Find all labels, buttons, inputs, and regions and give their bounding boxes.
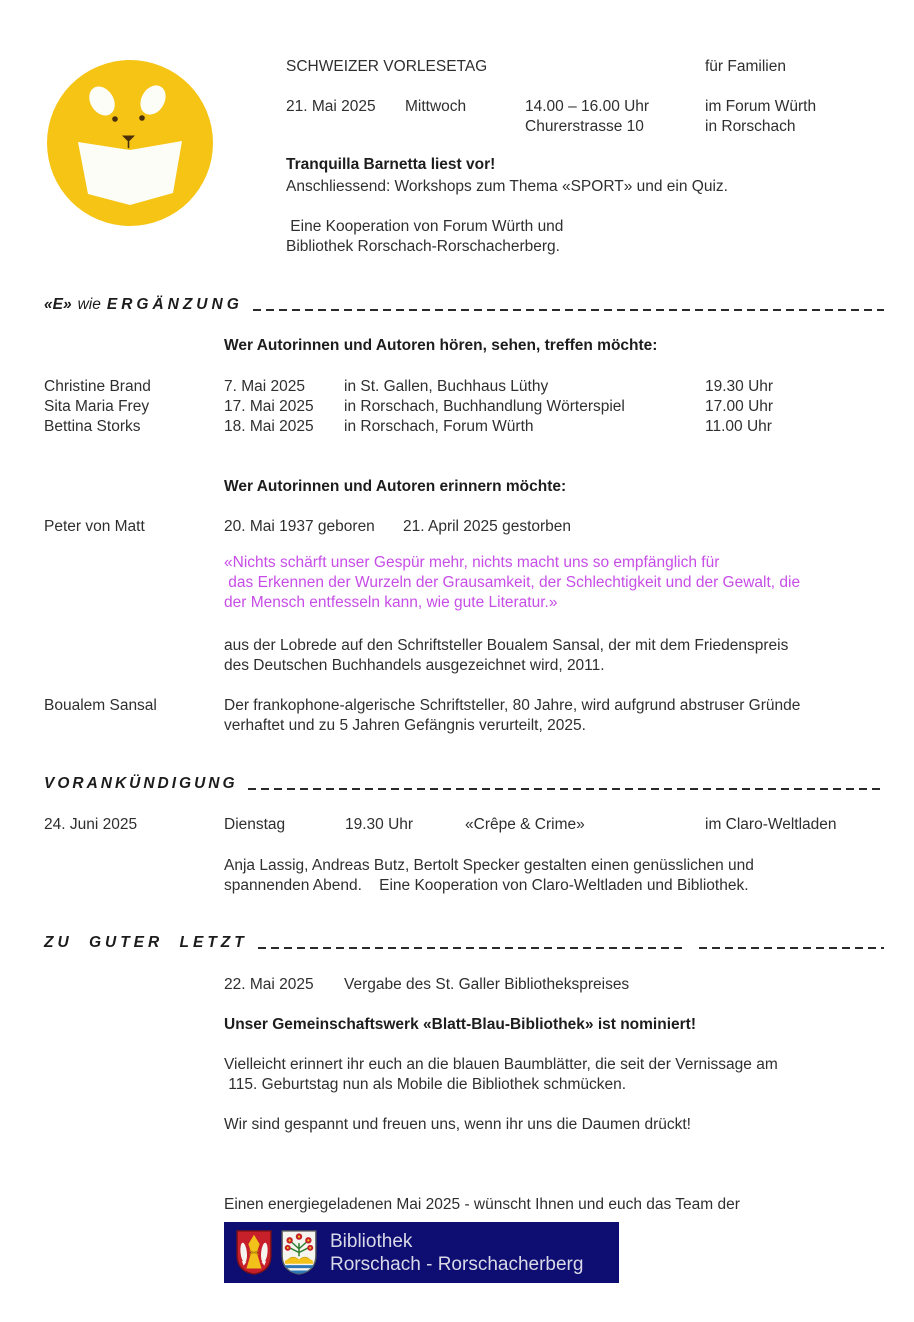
event-subline: Anschliessend: Workshops zum Thema «SPORT» und ein Quiz.: [286, 178, 728, 195]
letzt-line1: Vielleicht erinnert ihr euch an die blauen Baumblätter, die seit der Vernissage am: [224, 1056, 778, 1073]
quote-line2: das Erkennen der Wurzeln der Grausamkeit, der Schlechtigkeit und der Gewalt, die: [224, 574, 801, 591]
author-location: in Rorschach, Buchhandlung Wörterspiel: [344, 398, 625, 415]
dashed-rule: [699, 947, 884, 949]
section-header-vorankuendigung: [44, 775, 884, 793]
preview-time: 19.30 Uhr: [345, 816, 414, 833]
author-date: 17. Mai 2025: [224, 398, 314, 415]
preview-line2: spannenden Abend. Eine Kooperation von Claro-Weltladen und Bibliothek.: [224, 877, 749, 894]
event-time: 14.00 – 16.00 Uhr: [525, 98, 650, 115]
author-location: in Rorschach, Forum Würth: [344, 418, 534, 435]
letzt-line3: Wir sind gespannt und freuen uns, wenn ihr uns die Daumen drückt!: [224, 1116, 691, 1133]
dashed-rule: [253, 309, 884, 311]
sansal-line2: verhaftet und zu 5 Jahren Gefängnis verurteilt, 2025.: [224, 717, 586, 734]
banner-text: [330, 1230, 583, 1276]
quote-source-line1: aus der Lobrede auf den Schriftsteller Boualem Sansal, der mit dem Friedenspreis: [224, 637, 789, 654]
closing-line: Einen energiegeladenen Mai 2025 - wünscht Ihnen und euch das Team der: [224, 1196, 740, 1213]
author-time: 17.00 Uhr: [705, 398, 774, 415]
preview-venue: im Claro-Weltladen: [705, 816, 837, 833]
prize-date: 22. Mai 2025: [224, 976, 314, 993]
section-wie: wie: [77, 296, 101, 313]
mouse-reading-book-icon: [45, 58, 215, 228]
author-time: 11.00 Uhr: [705, 418, 772, 435]
dashed-rule: [248, 788, 884, 790]
event-title: SCHWEIZER VORLESETAG: [286, 58, 488, 75]
author-name: Christine Brand: [44, 378, 151, 395]
preview-weekday: Dienstag: [224, 816, 286, 833]
event-coop-line1: Eine Kooperation von Forum Würth und: [286, 218, 564, 235]
section-title: ERGÄNZUNG: [106, 296, 243, 313]
event-venue-line2: in Rorschach: [705, 118, 796, 135]
section-header-zu-guter-letzt: [44, 934, 884, 952]
author-name: Bettina Storks: [44, 418, 141, 435]
memorial-name: Peter von Matt: [44, 518, 145, 535]
event-coop-line2: Bibliothek Rorschach-Rorschacherberg.: [286, 238, 560, 255]
sansal-name: Boualem Sansal: [44, 697, 157, 714]
nominated-line: Unser Gemeinschaftswerk «Blatt-Blau-Bibliothek» ist nominiert!: [224, 1016, 696, 1033]
quote-source-line2: des Deutschen Buchhandels ausgezeichnet wird, 2011.: [224, 657, 605, 674]
sansal-line1: Der frankophone-algerische Schriftsteller, 80 Jahre, wird aufgrund abstruser Gründe: [224, 697, 801, 714]
library-mouse-logo: [45, 58, 215, 228]
quote-line3: der Mensch entfesseln kann, wie gute Literatur.»: [224, 594, 558, 611]
event-address: Churerstrasse 10: [525, 118, 644, 135]
author-date: 7. Mai 2025: [224, 378, 305, 395]
section-header-ergaenzung: [44, 296, 884, 314]
memorial-born: 20. Mai 1937 geboren: [224, 518, 375, 535]
event-weekday: Mittwoch: [405, 98, 467, 115]
section-title: ZU GUTER LETZT: [44, 934, 248, 951]
rorschach-coat-of-arms: [235, 1230, 273, 1275]
preview-line1: Anja Lassig, Andreas Butz, Bertolt Specker gestalten einen genüsslichen und: [224, 857, 754, 874]
event-date: 21. Mai 2025: [286, 98, 376, 115]
library-footer-banner: [224, 1222, 619, 1283]
section-prefix: «E»: [44, 296, 72, 313]
authors-remember-heading: Wer Autorinnen und Autoren erinnern möchte:: [224, 478, 567, 495]
rorschacherberg-coat-of-arms: [280, 1230, 318, 1275]
author-location: in St. Gallen, Buchhaus Lüthy: [344, 378, 549, 395]
banner-line2: Rorschach - Rorschacherberg: [330, 1253, 584, 1275]
banner-line1: Bibliothek: [330, 1230, 413, 1252]
quote-line1: «Nichts schärft unser Gespür mehr, nichts macht uns so empfänglich für: [224, 554, 720, 571]
event-audience: für Familien: [705, 58, 786, 75]
memorial-died: 21. April 2025 gestorben: [403, 518, 572, 535]
letzt-line2: 115. Geburtstag nun als Mobile die Bibliothek schmücken.: [224, 1076, 627, 1093]
preview-date: 24. Juni 2025: [44, 816, 138, 833]
event-highlight: Tranquilla Barnetta liest vor!: [286, 156, 496, 173]
dashed-rule: [258, 947, 685, 949]
author-name: Sita Maria Frey: [44, 398, 150, 415]
event-venue-line1: im Forum Würth: [705, 98, 817, 115]
section-title: VORANKÜNDIGUNG: [44, 775, 238, 792]
author-time: 19.30 Uhr: [705, 378, 774, 395]
preview-event: «Crêpe & Crime»: [465, 816, 585, 833]
authors-see-heading: Wer Autorinnen und Autoren hören, sehen, treffen möchte:: [224, 337, 658, 354]
author-date: 18. Mai 2025: [224, 418, 314, 435]
prize-event: Vergabe des St. Galler Bibliothekspreises: [344, 976, 630, 993]
